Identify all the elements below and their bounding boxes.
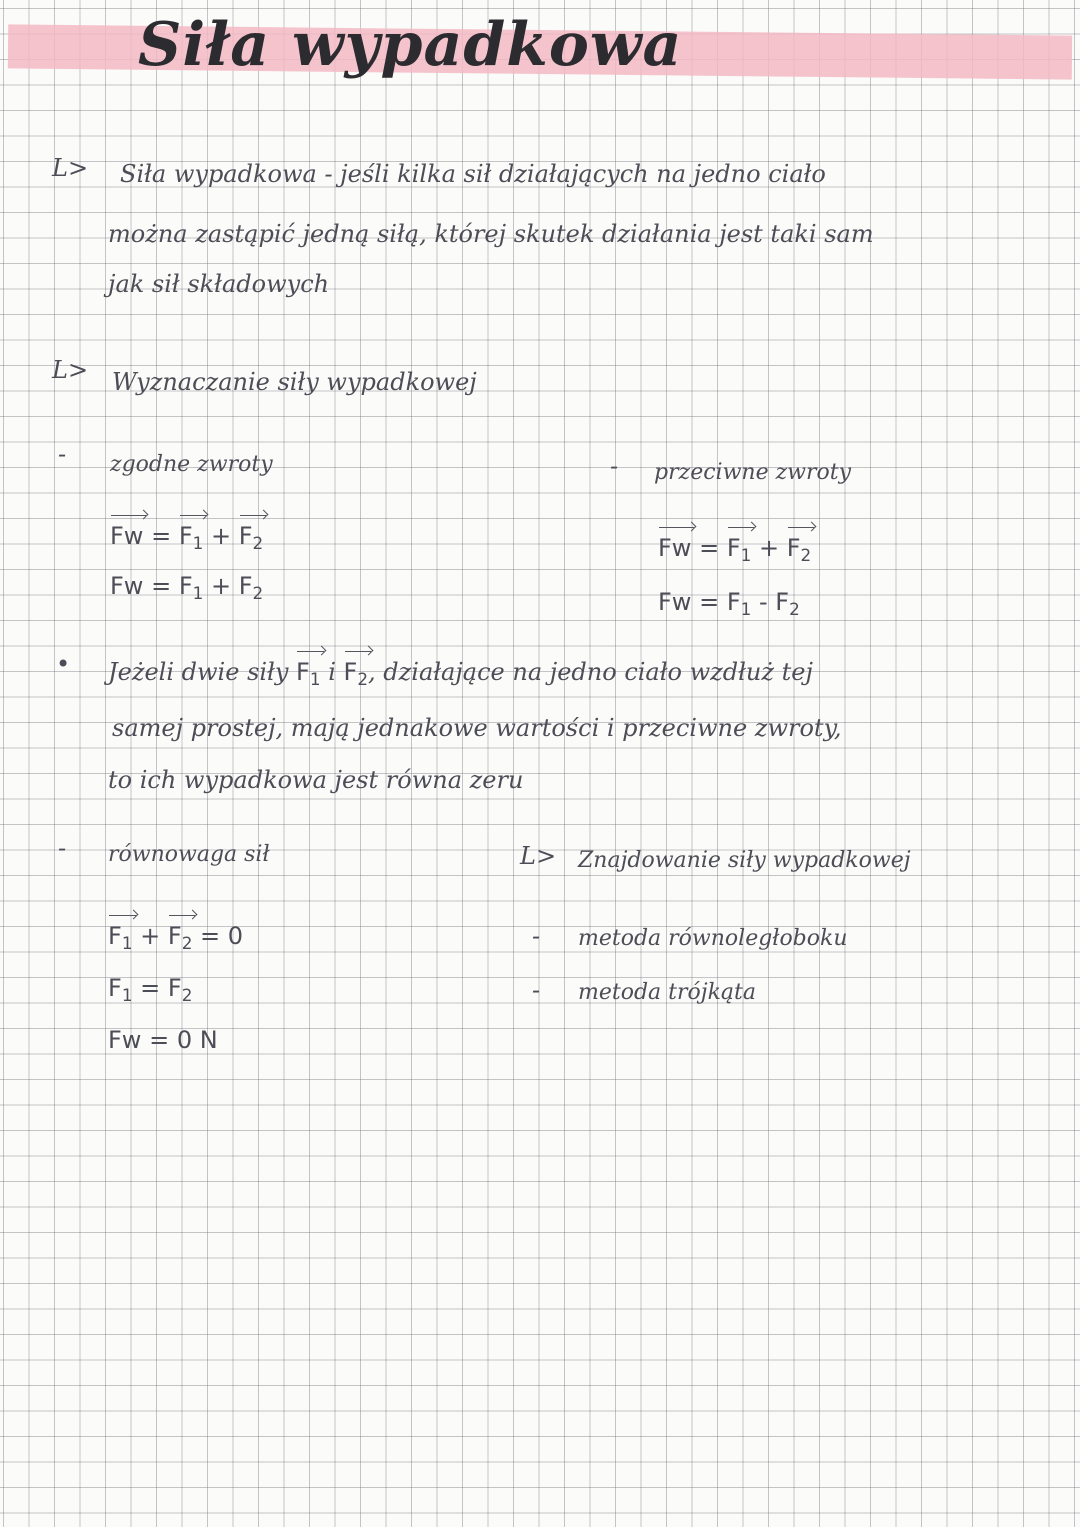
- opposite-direction-label: przeciwne zwroty: [654, 460, 852, 485]
- definition-line-3: jak sił składowych: [108, 270, 330, 298]
- method-bullet: -: [532, 922, 541, 950]
- equilibrium-bullet: -: [58, 834, 67, 862]
- opposite-direction-vector-equation: $Fw = F_1 + F_2$: [658, 534, 812, 566]
- f1-vector: $F_1$: [178, 522, 204, 554]
- definition-line-2: można zastąpić jedną siłą, której skutek działania jest taki sam: [108, 220, 874, 248]
- equilibrium-resultant-equation: Fw = 0 N: [108, 1026, 218, 1054]
- section2-heading: Wyznaczanie siły wypadkowej: [112, 368, 477, 396]
- note-line-3: to ich wypadkowa jest równa zeru: [108, 766, 524, 794]
- resultant-vector: Fw: [110, 522, 144, 550]
- method-triangle: metoda trójkąta: [578, 980, 756, 1005]
- section2-marker: L>: [52, 356, 89, 384]
- f2-vector: $F_2$: [238, 522, 264, 554]
- section1-marker: L>: [52, 154, 89, 182]
- note-bullet: •: [56, 650, 71, 678]
- equilibrium-vector-equation: $F_1 + F_2 = 0$: [108, 922, 244, 954]
- note-line-2: samej prostej, mają jednakowe wartości i przeciwne zwroty,: [112, 714, 842, 742]
- equilibrium-label: równowaga sił: [108, 842, 270, 867]
- page-title: Siła wypadkowa: [138, 10, 683, 80]
- same-direction-scalar-equation: $Fw = F_1 + F_2$: [110, 572, 264, 604]
- opposite-direction-bullet: -: [610, 452, 619, 480]
- method-bullet: -: [532, 976, 541, 1004]
- opposite-direction-scalar-equation: $Fw = F_1 - F_2$: [658, 588, 800, 620]
- equilibrium-magnitude-equation: $F_1 = F_2$: [108, 974, 193, 1006]
- same-direction-label: zgodne zwroty: [110, 452, 273, 477]
- finding-heading: Znajdowanie siły wypadkowej: [578, 848, 911, 873]
- same-direction-vector-equation: $Fw = F_1 + F_2$: [110, 522, 264, 554]
- definition-line-1: Siła wypadkowa - jeśli kilka sił działających na jedno ciało: [120, 160, 826, 188]
- method-parallelogram: metoda równoległoboku: [578, 926, 848, 951]
- same-direction-bullet: -: [58, 440, 67, 468]
- note-line-1: Jeżeli dwie siły $F_1$ i $F_2$, działające na jedno ciało wzdłuż tej: [108, 658, 813, 690]
- finding-marker: L>: [520, 842, 557, 870]
